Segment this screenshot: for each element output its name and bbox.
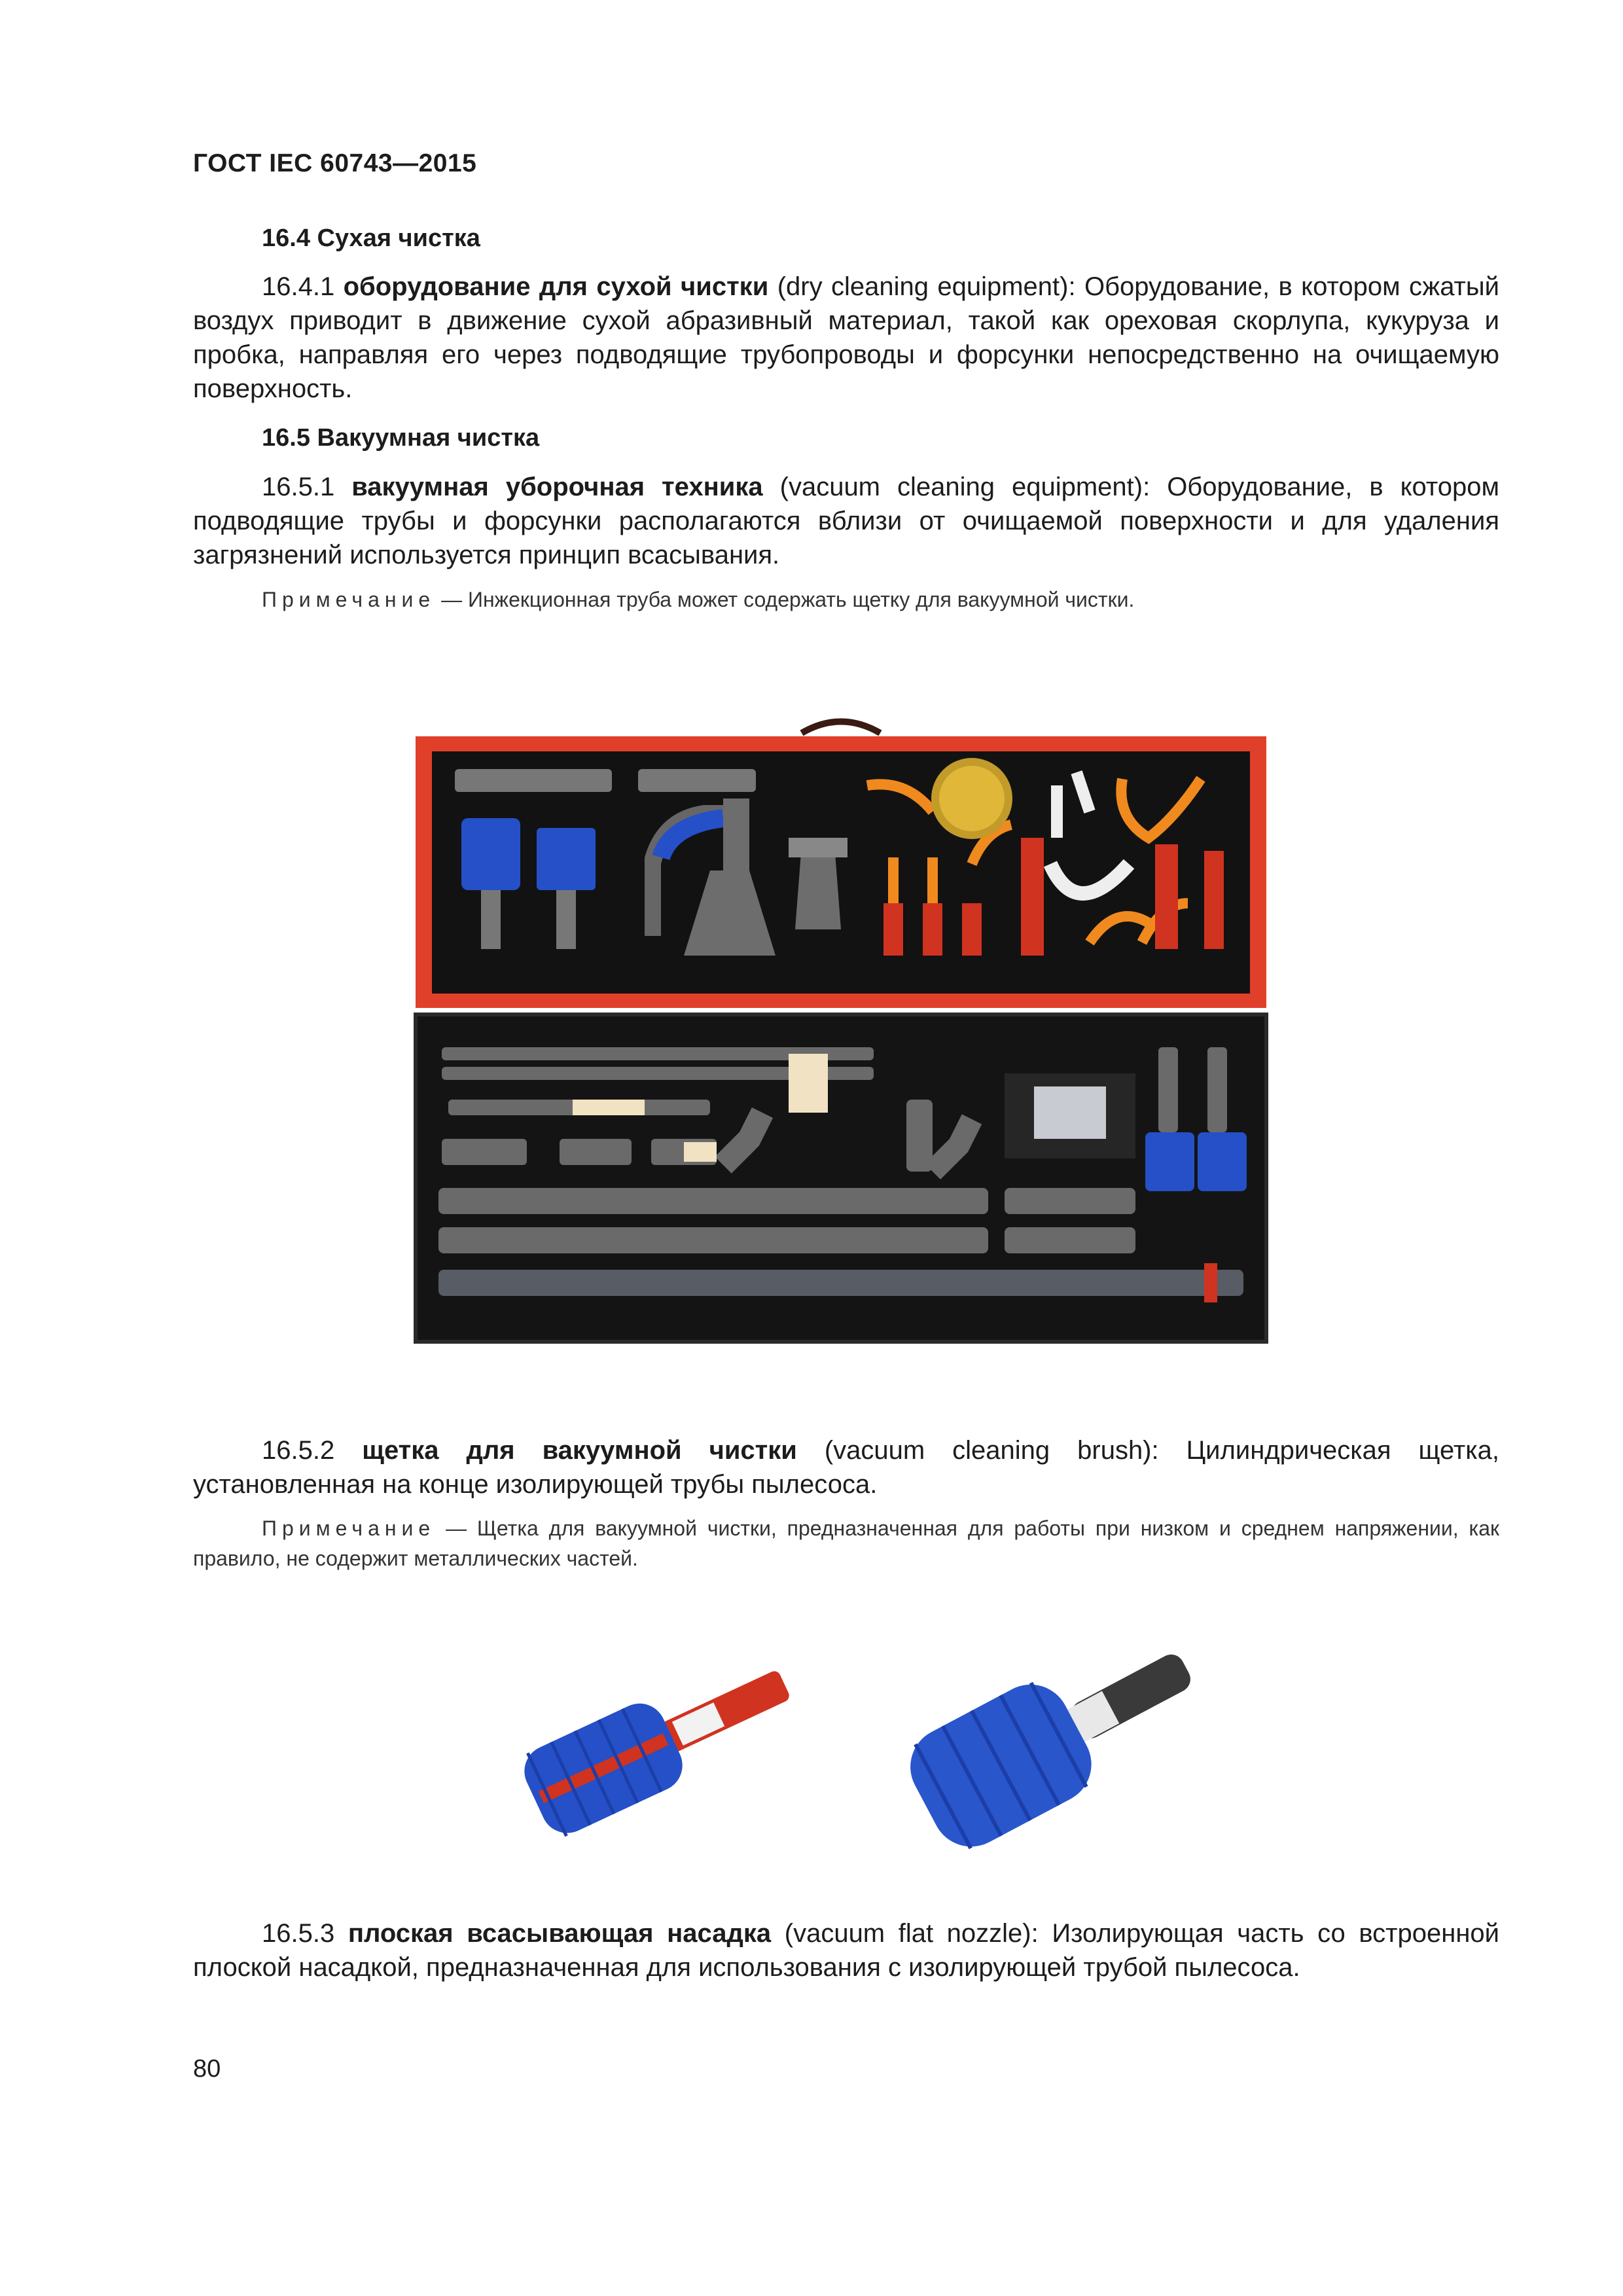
page-number: 80 <box>193 2055 221 2083</box>
figure-vacuum-cleaning-kit <box>396 707 1286 1361</box>
note-16-5-2 <box>193 1513 1499 1573</box>
brush-red-photo <box>484 1636 812 1859</box>
term-name: оборудование для сухой чистки <box>343 272 769 301</box>
term-text: (dry cleaning equipment): Оборудование, в котором сжатый воздух приводит в движение сухой абразивный материал, такой как ореховая скорлупа, кукуруза и пробка, направляя его через подводящие трубопроводы и форсунки непосредственно на очищаемую поверхность. <box>193 272 1499 403</box>
term-number: 16.5.2 <box>262 1436 335 1465</box>
section-title-16-5: 16.5 Вакуумная чистка <box>262 424 540 452</box>
note-text: — Щетка для вакуумной чистки, предназначенная для работы при низком и среднем напряжении, как правило, не содержит металлических частей. <box>193 1516 1500 1570</box>
term-text: (vacuum flat nozzle): Изолирующая часть со встроенной плоской насадкой, предназначенная для использования с изолирующей трубой пылесоса. <box>193 1919 1499 1982</box>
brush-grey-photo <box>870 1617 1224 1865</box>
definition-16-5-3 <box>193 1916 1499 1984</box>
figure-brush-grey-handle <box>870 1617 1224 1865</box>
note-16-5-1 <box>193 584 1499 615</box>
definition-16-5-2 <box>193 1433 1499 1501</box>
term-name: плоская всасывающая насадка <box>348 1919 772 1948</box>
definition-16-4-1 <box>193 270 1499 406</box>
term-number: 16.5.3 <box>262 1919 335 1948</box>
term-number: 16.4.1 <box>262 272 335 301</box>
note-text: — Инжекционная труба может содержать щетку для вакуумной чистки. <box>441 588 1135 611</box>
definition-16-5-1 <box>193 470 1499 572</box>
note-label: Примечание <box>262 1516 436 1540</box>
term-number: 16.5.1 <box>262 473 335 501</box>
document-header: ГОСТ IEC 60743—2015 <box>193 149 477 177</box>
term-name: щетка для вакуумной чистки <box>362 1436 797 1465</box>
note-label: Примечание <box>262 588 436 611</box>
term-text: (vacuum cleaning brush): Цилиндрическая щетка, установленная на конце изолирующей трубы пылесоса. <box>193 1436 1499 1499</box>
term-text: (vacuum cleaning equipment): Оборудование, в котором подводящие трубы и форсунки располагаются вблизи от очищаемой поверхности и для удаления загрязнений используется принцип всасывания. <box>193 473 1500 569</box>
section-title-16-4: 16.4 Сухая чистка <box>262 224 480 252</box>
term-name: вакуумная уборочная техника <box>351 473 763 501</box>
vacuum-kit-photo <box>396 707 1286 1361</box>
figure-brush-red-handle <box>484 1636 812 1859</box>
